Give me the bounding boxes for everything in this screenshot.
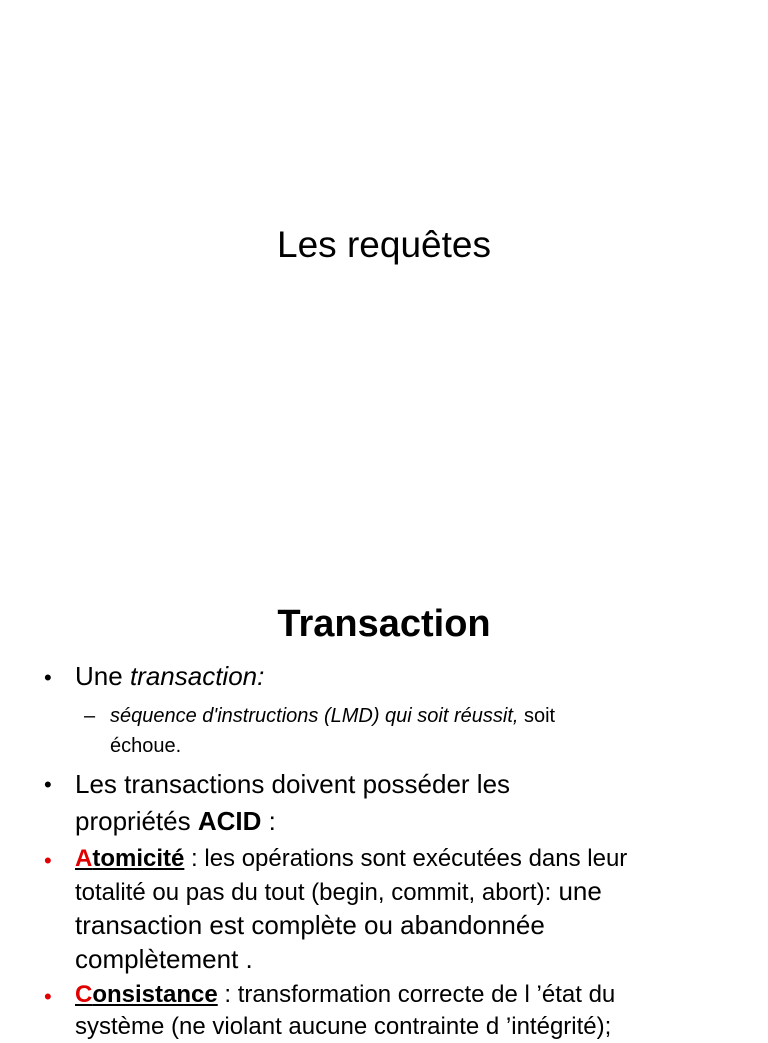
slide-title-les-requetes: Les requêtes	[277, 224, 491, 265]
sub-bullet-sequence	[110, 701, 720, 761]
bullet-acid-line2-prefix: propriétés	[75, 806, 198, 836]
atomicite-line3: transaction est complète ou abandonnée	[75, 910, 545, 940]
consistance-line1: : transformation correcte de l ’état du	[217, 981, 616, 1008]
bullet-acid-suffix: :	[261, 806, 276, 836]
bullet-icon: •	[44, 772, 52, 797]
bullet-icon: •	[44, 984, 52, 1009]
bullet-acid-bold: ACID	[197, 806, 262, 836]
atomicite-first-letter: A	[75, 845, 93, 872]
atomicite-line2: totalité ou pas du tout (begin, commit, abort):	[75, 879, 552, 906]
consistance-first-letter: C	[75, 981, 93, 1008]
sub-bullet-line2: échoue.	[110, 735, 182, 757]
atomicite-rest-word: tomicité	[92, 845, 185, 872]
consistance-line2: système (ne violant aucune contrainte d ’intégrité);	[75, 1013, 612, 1040]
consistance-heading	[75, 981, 218, 1008]
bullet-acid-line1: Les transactions doivent posséder les	[75, 769, 511, 799]
sub-bullet-dash: –	[84, 705, 96, 727]
bullet-une-word: Une	[75, 661, 123, 691]
slide-title-transaction: Transaction	[277, 603, 491, 645]
atomicite-line4: complètement .	[75, 944, 253, 974]
bullet-acid	[75, 766, 735, 840]
bullet-transaction-term: transaction	[129, 661, 258, 691]
atomicite-line1: : les opérations sont exécutées dans leur	[184, 845, 628, 872]
consistance-rest-word: onsistance	[92, 981, 218, 1008]
sub-bullet-italic-text: séquence d'instructions (LMD) qui soit réussit,	[110, 705, 519, 727]
property-atomicite	[75, 843, 755, 977]
bullet-une-transaction	[75, 658, 735, 695]
sub-bullet-normal-text: soit	[518, 705, 556, 727]
bullet-icon: •	[44, 848, 52, 873]
bullet-colon: :	[257, 661, 265, 691]
atomicite-heading	[75, 845, 184, 872]
property-consistance	[75, 979, 755, 1043]
bullet-icon: •	[44, 665, 52, 690]
atomicite-line2-big: une	[551, 876, 602, 906]
